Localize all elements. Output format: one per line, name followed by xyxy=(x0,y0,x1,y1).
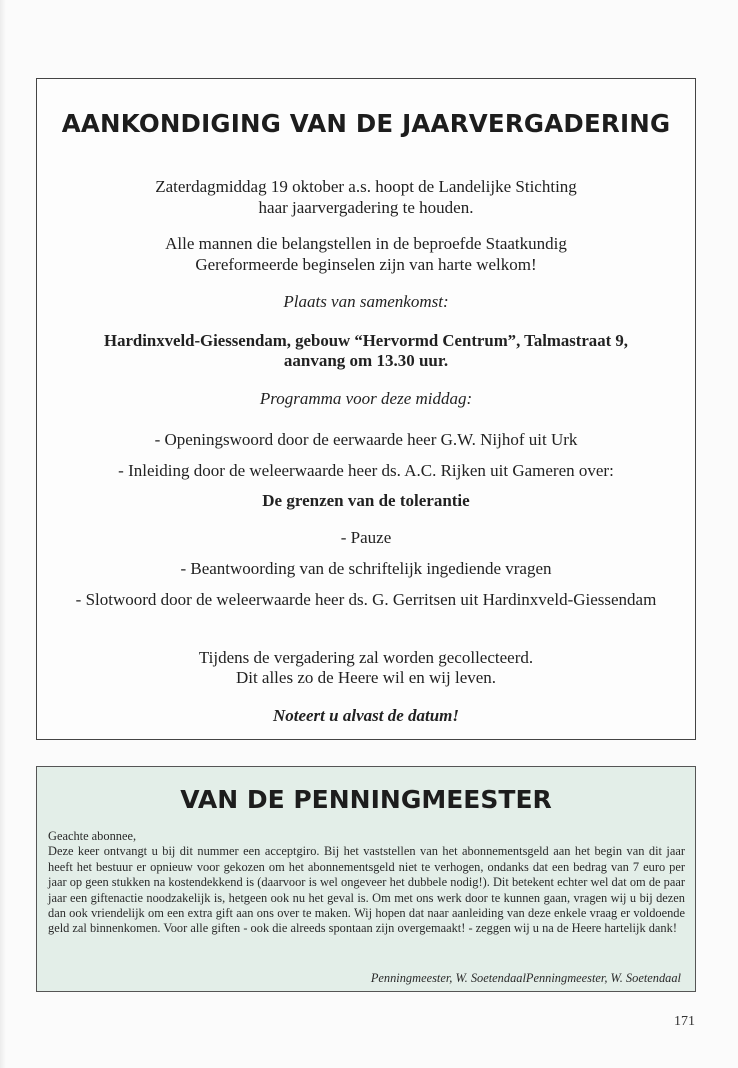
intro-line-1: Zaterdagmiddag 19 oktober a.s. hoopt de Landelijke Stichting xyxy=(155,177,577,196)
lecture-title: De grenzen van de tolerantie xyxy=(262,491,470,510)
collection-line-2: Dit alles zo de Heere wil en wij leven. xyxy=(235,668,497,687)
collection-line-1: Tijdens de vergadering zal worden gecollecteerd. xyxy=(198,648,534,667)
letter-salutation: Geachte abonnee, xyxy=(48,829,137,843)
program-item-introduction: - Inleiding door de weleerwaarde heer ds. A.C. Rijken uit Gameren over: xyxy=(118,461,614,480)
program-item-closing: - Slotwoord door de weleerwaarde heer ds. G. Gerritsen uit Hardinxveld-Giessendam xyxy=(75,590,657,609)
location-line-1: Hardinxveld-Giessendam, gebouw “Hervormd Centrum”, Talmastraat 9, xyxy=(104,331,628,350)
program-item-break: - Pauze xyxy=(340,528,392,547)
treasurer-signature: Penningmeester, W. SoetendaalPenningmeester, W. Soetendaal xyxy=(370,971,681,985)
treasurer-letter xyxy=(48,829,685,937)
treasurer-box xyxy=(36,766,696,992)
intro-line-2: haar jaarvergadering te houden. xyxy=(258,198,474,217)
program-item-questions: - Beantwoording van de schriftelijk ingediende vragen xyxy=(180,559,552,578)
location-label: Plaats van samenkomst: xyxy=(283,292,449,311)
treasurer-title: VAN DE PENNINGMEESTER xyxy=(180,785,552,814)
page-edge xyxy=(0,0,6,1068)
announcement-box xyxy=(36,78,696,740)
announcement-title: AANKONDIGING VAN DE JAARVERGADERING xyxy=(61,109,671,138)
welcome-line-2: Gereformeerde beginselen zijn van harte welkom! xyxy=(195,255,537,274)
closing-note: Noteert u alvast de datum! xyxy=(272,706,460,725)
page-number: 171 xyxy=(674,1014,695,1029)
program-item-opening: - Openingswoord door de eerwaarde heer G.W. Nijhof uit Urk xyxy=(154,430,578,449)
program-label: Programma voor deze middag: xyxy=(259,389,473,408)
welcome-line-1: Alle mannen die belangstellen in de beproefde Staatkundig xyxy=(165,234,567,253)
location-line-2: aanvang om 13.30 uur. xyxy=(283,351,449,370)
letter-body: Deze keer ontvangt u bij dit nummer een acceptgiro. Bij het vaststellen van het abonnementsgeld aan het begin van dit jaar heeft het bestuur er opnieuw voor gekozen om het abonnementsgeld niet te verhogen, ondanks dat een bedrag van 7 euro per jaar op geen stukken na kostendekkend is (daarvoor is wel ongeveer het dubbele nodig!). Dit betekent echter wel dat om de paar jaar een giftenactie noodzakelijk is, hetgeen ook nu het geval is. Om met ons werk door te kunnen gaan, vragen wij u bij dezen dan ook vriendelijk om een extra gift aan ons over te maken. Wij hopen dat naar aanleiding van deze enkele vraag er voldoende geld zal binnenkomen. Voor alle giften - ook die alreeds spontaan zijn overgemaakt! - zeggen wij u na de Heere hartelijk dank! xyxy=(48,844,685,936)
